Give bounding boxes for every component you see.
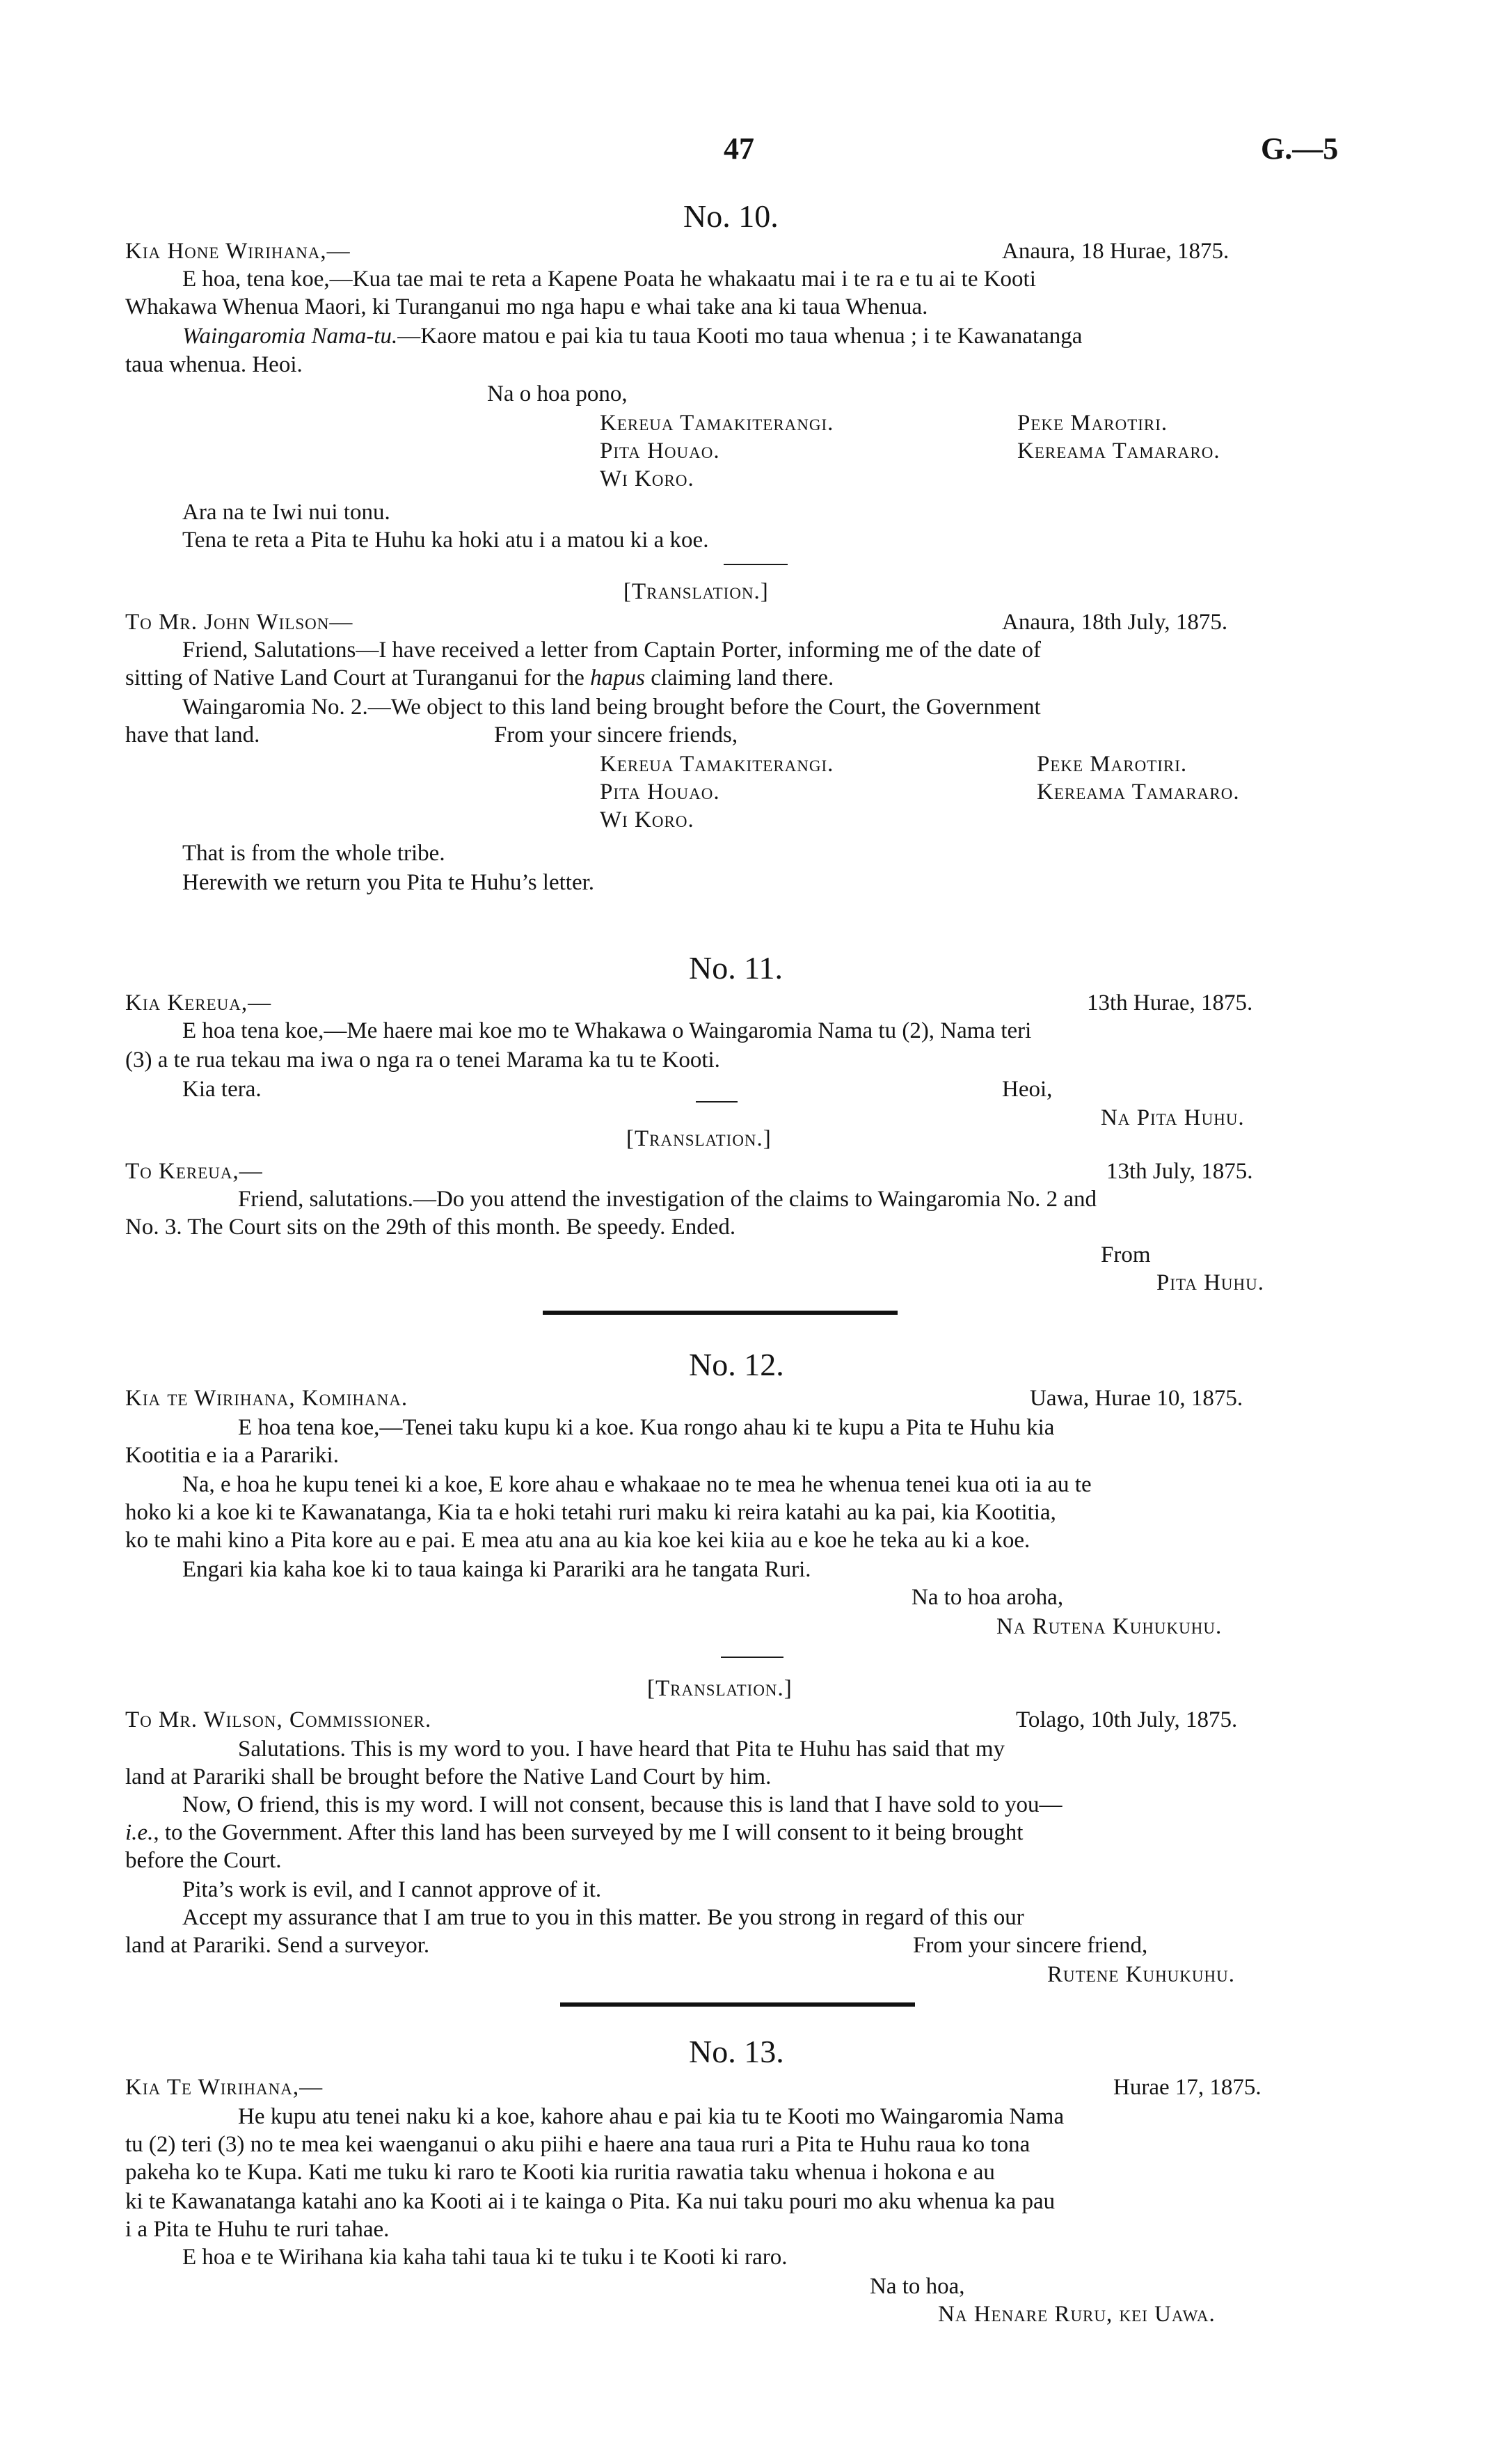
letter-10-closing: Na o hoa pono, [487,381,628,406]
letter-10-signatory: Peke Marotiri. [1017,411,1168,436]
letter-11-date: 13th Hurae, 1875. [1087,990,1253,1015]
letter-10-translation-line: have that land. [125,722,260,748]
letter-10-line: Whakawa Whenua Maori, ki Turanganui mo nga hapu e whai take ana ki taua Whenua. [125,294,928,319]
letter-13-line: E hoa e te Wirihana kia kaha tahi taua ki te tuku i te Kooti ki raro. [182,2245,788,2270]
letter-12-translation-closing: From your sincere friend, [913,1933,1148,1958]
letter-11-signature: Na Pita Huhu. [1101,1105,1245,1130]
letter-11-translation-from: From [1101,1242,1151,1267]
letter-13-closing: Na to hoa, [870,2274,965,2299]
letter-12-translation-line [125,1821,1023,1844]
letter-13-line: pakeha ko te Kupa. Kati me tuku ki raro te Kooti kia ruritia rawatia taku whenua i hokona e au [125,2160,995,2185]
letter-10-translation-text: sitting of Native Land Court at Turanganui for the [125,665,591,690]
letter-12-translation-text: , to the Government. After this land has been surveyed by me I will consent to it being brought [153,1820,1024,1845]
letter-12-translation-line: Salutations. This is my word to you. I have heard that Pita te Huhu has said that my [238,1737,1005,1762]
letter-11-line: Kia tera. [182,1077,262,1102]
letter-12-translation-date: Tolago, 10th July, 1875. [1016,1707,1238,1732]
letter-10-addressee: Kia Hone Wirihana,— [125,239,351,264]
letter-12-translation-line: land at Parariki. Send a surveyor. [125,1933,430,1958]
section-divider [543,1311,898,1315]
letter-10-signatory: Kereua Tamakiterangi. [600,411,834,436]
letter-10-translation-signatory: Kereama Tamararo. [1037,780,1240,805]
letter-12-line: hoko ki a koe ki te Kawanatanga, Kia ta e hoki tetahi ruri maku ki reira katahi au ka pai, kia Kootitia, [125,1500,1056,1525]
letter-10-translation-signatory: Pita Houao. [600,780,720,805]
document-reference: G.—5 [1261,132,1339,166]
letter-11-addressee: Kia Kereua,— [125,990,272,1015]
translation-label: [Translation.] [647,1676,793,1701]
letter-12-line: Na, e hoa he kupu tenei ki a koe, E kore ahau e whakaae no te mea he whenua tenei kua oti ia au te [182,1472,1092,1497]
letter-11-translation-date: 13th July, 1875. [1106,1159,1253,1184]
letter-10-date: Anaura, 18 Hurae, 1875. [1002,239,1230,264]
section-divider [560,2002,915,2007]
letter-12-line: Kootitia e ia a Parariki. [125,1443,339,1468]
dash-rule [696,1101,738,1102]
letter-10-translation-signatory: Peke Marotiri. [1037,752,1188,777]
letter-10-line: taua whenua. Heoi. [125,352,303,377]
letter-12-translation-line: before the Court. [125,1848,282,1873]
letter-10-translation-postscript: That is from the whole tribe. [182,841,445,866]
letter-11-translation-line: No. 3. The Court sits on the 29th of this month. Be speedy. Ended. [125,1215,736,1240]
letter-11-line: E hoa tena koe,—Me haere mai koe mo te Whakawa o Waingaromia Nama tu (2), Nama teri [182,1018,1032,1043]
letter-10-translation-text: claiming land there. [645,665,834,690]
letter-13-date: Hurae 17, 1875. [1113,2075,1262,2100]
letter-10-translation-signatory: Kereua Tamakiterangi. [600,752,834,777]
letter-10-postscript: Ara na te Iwi nui tonu. [182,500,390,525]
letter-12-line: E hoa tena koe,—Tenei taku kupu ki a koe. Kua rongo ahau ki te kupu a Pita te Huhu kia [238,1415,1055,1440]
page-number: 47 [724,132,754,166]
letter-11-line: (3) a te rua tekau ma iwa o nga ra o tenei Marama ka tu te Kooti. [125,1048,720,1073]
letter-12-addressee: Kia te Wirihana, Komihana. [125,1386,408,1411]
letter-11-translation-signature: Pita Huhu. [1156,1270,1264,1295]
letter-10-translation-line [125,667,834,690]
letter-10-translation-signatory: Wi Koro. [600,807,694,832]
letter-12-translation-signature: Rutene Kuhukuhu. [1047,1962,1235,1987]
letter-10-translation-postscript: Herewith we return you Pita te Huhu’s letter. [182,870,595,895]
letter-13-heading: No. 13. [689,2034,784,2069]
translation-label: [Translation.] [623,579,769,604]
letter-12-translation-line: Pita’s work is evil, and I cannot approve of it. [182,1877,602,1902]
letter-10-postscript: Tena te reta a Pita te Huhu ka hoki atu i a matou ki a koe. [182,528,709,553]
letter-12-translation-line: Now, O friend, this is my word. I will not consent, because this is land that I have sold to you— [182,1792,1063,1817]
letter-13-signature: Na Henare Ruru, kei Uawa. [938,2302,1216,2327]
letter-10-signatory: Pita Houao. [600,438,720,464]
letter-10-signatory: Wi Koro. [600,466,694,491]
letter-10-translation-closing: From your sincere friends, [494,722,738,748]
letter-10-line [182,325,1082,348]
letter-10-signatory: Kereama Tamararo. [1017,438,1220,464]
letter-10-translation-line: Friend, Salutations—I have received a letter from Captain Porter, informing me of the date of [182,638,1041,663]
letter-11-heading: No. 11. [689,950,783,986]
translation-label: [Translation.] [626,1126,772,1151]
letter-13-addressee: Kia Te Wirihana,— [125,2075,324,2100]
letter-12-signature: Na Rutena Kuhukuhu. [996,1614,1223,1639]
letter-10-translation-addressee: To Mr. John Wilson— [125,610,353,635]
letter-12-translation-addressee: To Mr. Wilson, Commissioner. [125,1707,432,1732]
letter-10-land-name: Waingaromia Nama-tu. [182,324,398,349]
letter-12-translation-line: land at Parariki shall be brought before the Native Land Court by him. [125,1764,772,1789]
divider [724,564,788,565]
letter-13-line: ki te Kawanatanga katahi ano ka Kooti ai i te kainga o Pita. Ka nui taku pouri mo aku whenua ka pau [125,2189,1056,2214]
letter-10-translation-line: Waingaromia No. 2.—We object to this land being brought before the Court, the Government [182,695,1041,720]
letter-12-translation-line: Accept my assurance that I am true to you in this matter. Be you strong in regard of this our [182,1905,1024,1930]
letter-12-line: Engari kia kaha koe ki to taua kainga ki Parariki ara he tangata Ruri. [182,1557,811,1582]
letter-11-translation-addressee: To Kereua,— [125,1159,263,1184]
letter-11-ending: Heoi, [1002,1077,1053,1102]
letter-11-translation-line: Friend, salutations.—Do you attend the investigation of the claims to Waingaromia No. 2 and [238,1187,1097,1212]
letter-10-line-text: —Kaore matou e pai kia tu taua Kooti mo taua whenua ; i te Kawanatanga [397,324,1083,349]
letter-10-translation-italic: hapus [590,665,645,690]
letter-12-line: ko te mahi kino a Pita kore au e pai. E mea atu ana au kia koe kei kiia au e koe he teka au ki a koe. [125,1528,1030,1553]
letter-13-line: He kupu atu tenei naku ki a koe, kahore ahau e pai kia tu te Kooti mo Waingaromia Nama [238,2104,1065,2129]
letter-13-line: tu (2) teri (3) no te mea kei waenganui o aku piihi e haere ana taua ruri a Pita te Huhu raua ko tona [125,2132,1030,2157]
divider [721,1657,783,1658]
letter-10-line: E hoa, tena koe,—Kua tae mai te reta a Kapene Poata he whakaatu mai i te ra e tu ai te Kooti [182,267,1036,292]
letter-13-line: i a Pita te Huhu te ruri tahae. [125,2217,390,2242]
letter-12-date: Uawa, Hurae 10, 1875. [1030,1386,1243,1411]
letter-12-closing: Na to hoa aroha, [912,1585,1064,1610]
letter-10-translation-date: Anaura, 18th July, 1875. [1002,610,1228,635]
letter-12-heading: No. 12. [689,1347,784,1382]
letter-10-heading: No. 10. [683,198,779,234]
letter-12-translation-abbrev: i.e. [125,1820,154,1845]
